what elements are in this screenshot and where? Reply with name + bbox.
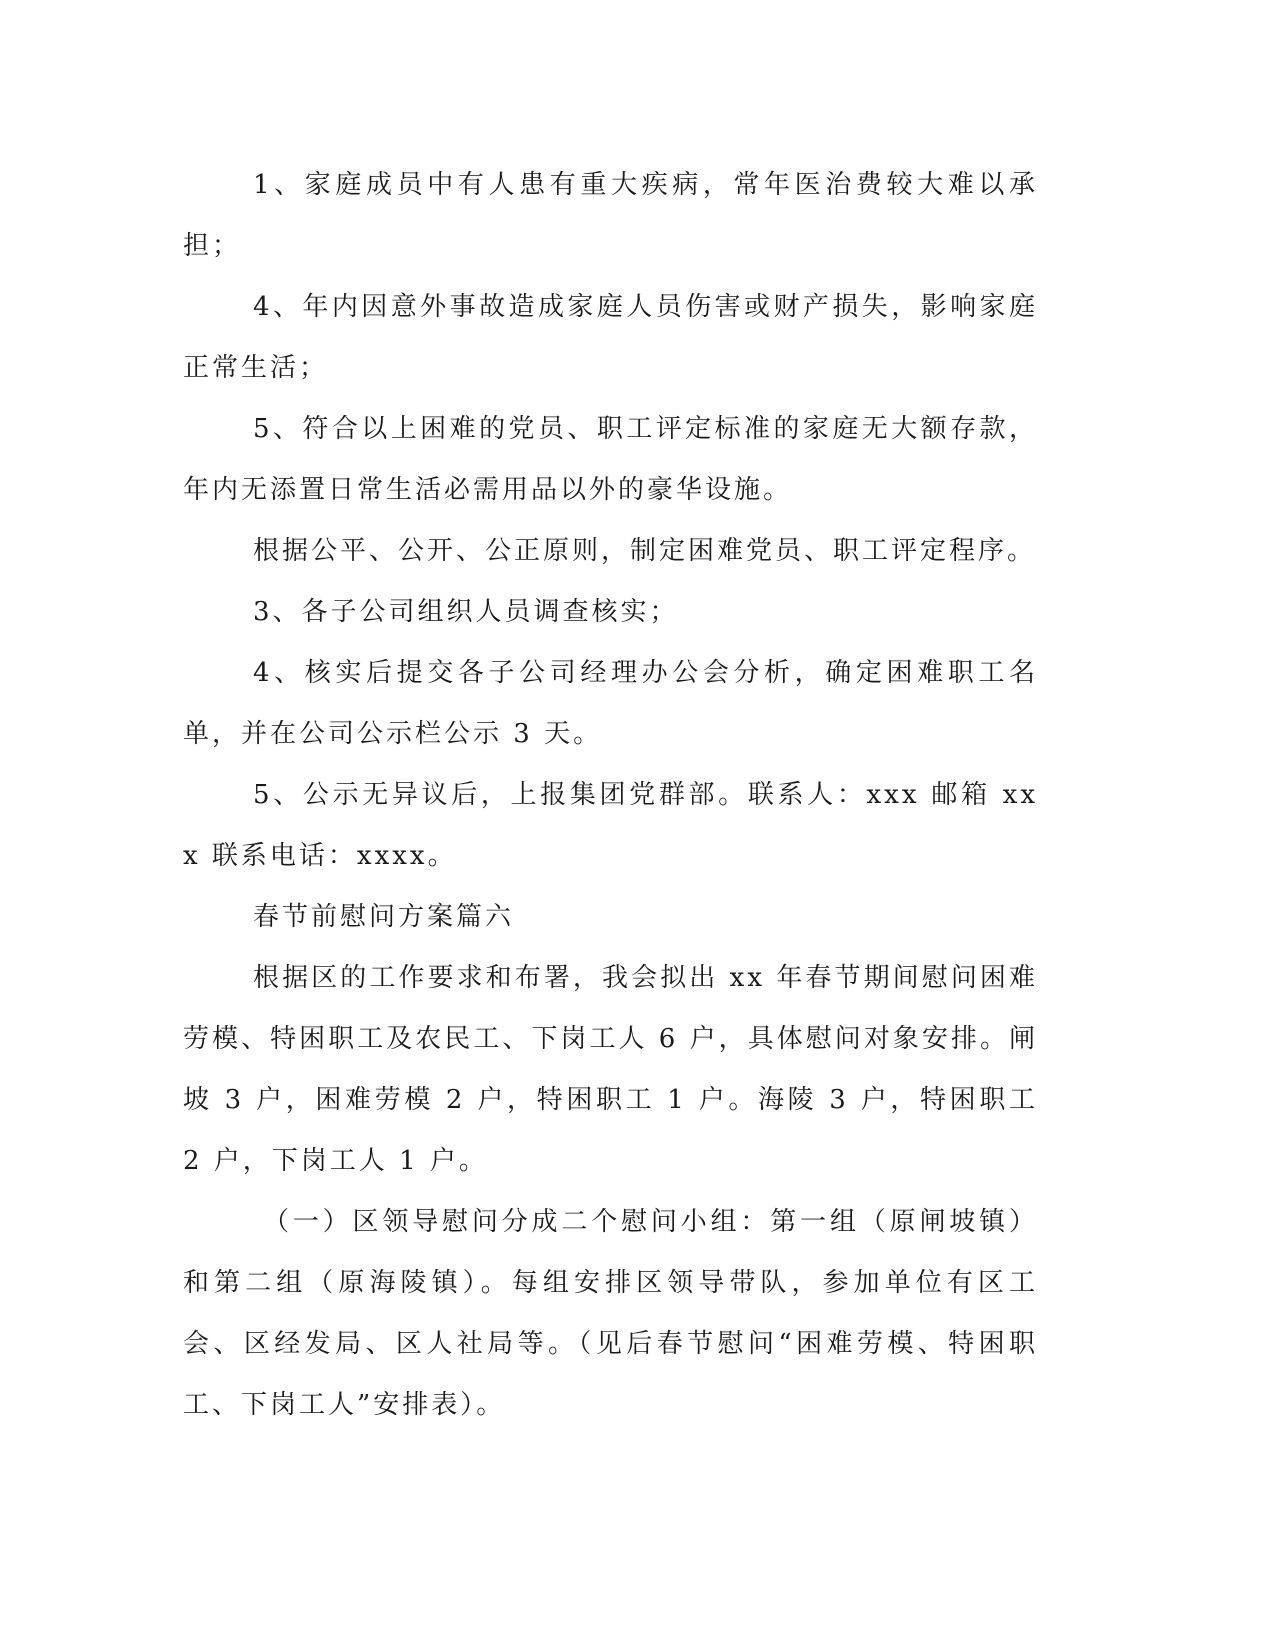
- paragraph-plan-overview: 根据区的工作要求和布署，我会拟出 xx 年春节期间慰问困难劳模、特困职工及农民工、下岗工人 6 户，具体慰问对象安排。闸坡 3 户，困难劳模 2 户，特困职工 1 户。海陵 3 户，特困职工 2 户，下岗工人 1 户。: [183, 963, 1038, 1176]
- paragraph-criterion-1: 1、家庭成员中有人患有重大疾病，常年医治费较大难以承担；: [183, 170, 1038, 261]
- paragraph-criterion-4: 4、年内因意外事故造成家庭人员伤害或财产损失，影响家庭正常生活；: [183, 292, 1038, 383]
- paragraph-procedure-3: 3、各子公司组织人员调查核实；: [253, 597, 679, 627]
- paragraph-procedure-intro: 根据公平、公开、公正原则，制定困难党员、职工评定程序。: [253, 536, 1037, 566]
- document-body: [183, 155, 1038, 1436]
- paragraph-procedure-4: 4、核实后提交各子公司经理办公会分析，确定困难职工名单，并在公司公示栏公示 3 天。: [183, 658, 1038, 749]
- paragraph-plan-groups: （一）区领导慰问分成二个慰问小组：第一组（原闸坡镇）和第二组（原海陵镇）。每组安排区领导带队，参加单位有区工会、区经发局、区人社局等。（见后春节慰问“困难劳模、特困职工、下岗工人”安排表）。: [183, 1207, 1038, 1420]
- paragraph-procedure-5: 5、公示无异议后，上报集团党群部。联系人：xxx 邮箱 xxx 联系电话：xxxx。: [183, 780, 1038, 871]
- paragraph-criterion-5: 5、符合以上困难的党员、职工评定标准的家庭无大额存款，年内无添置日常生活必需用品以外的豪华设施。: [183, 414, 1038, 505]
- section-heading: 春节前慰问方案篇六: [253, 902, 515, 932]
